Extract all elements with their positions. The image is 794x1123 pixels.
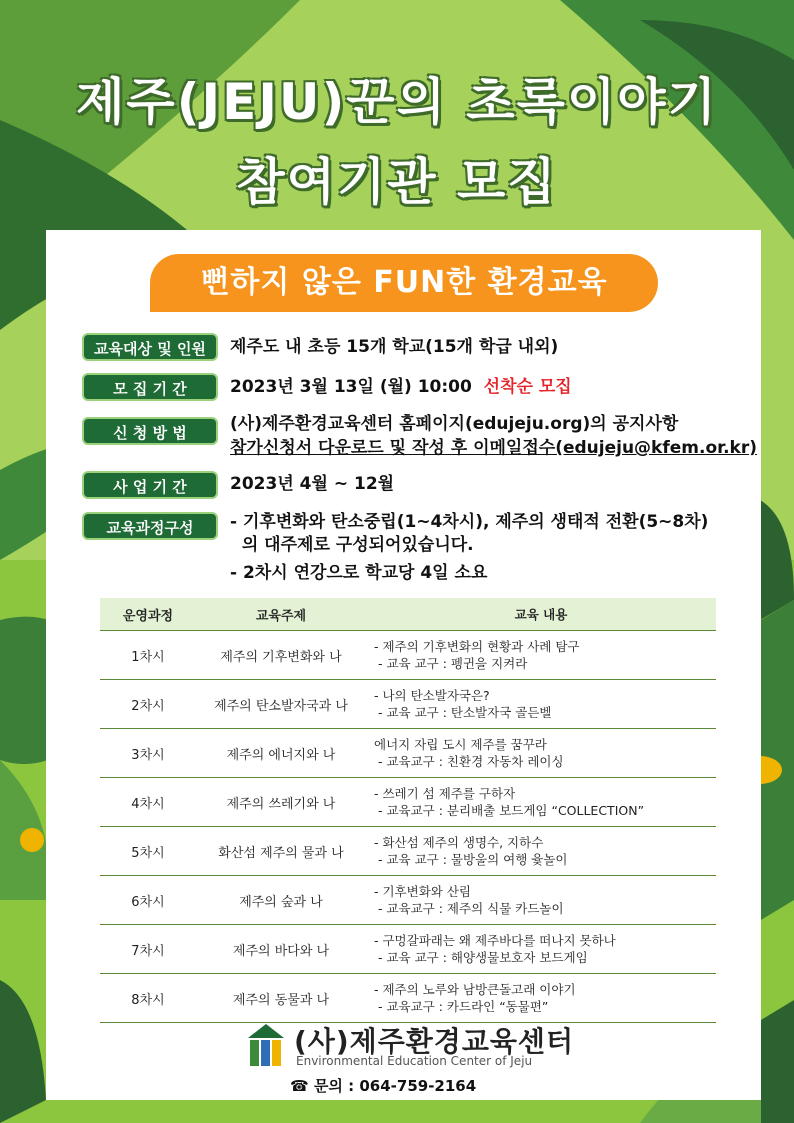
table-row (100, 630, 716, 679)
info-label-apply: 신 청 방 법 (82, 417, 218, 445)
row-content (366, 736, 716, 770)
info-label-target: 교육대상 및 인원 (82, 333, 218, 361)
page-title: 제주(JEJU)꾼의 초록이야기 (76, 73, 718, 131)
page-subtitle: 참여기관 모집 (236, 153, 558, 211)
row-content-line: - 제주의 노루와 남방큰돌고래 이야기 (374, 982, 576, 997)
row-topic: 화산섬 제주의 물과 나 (218, 845, 344, 861)
contact-text: 문의 : 064-759-2164 (313, 1077, 477, 1095)
info-value-apply-1: (사)제주환경교육센터 홈페이지(edujeju.org)의 공지사항 (230, 414, 679, 434)
table-row (100, 679, 716, 728)
row-content-line: - 나의 탄소발자국은? (374, 688, 490, 703)
row-content (366, 687, 716, 721)
row-topic: 제주의 바다와 나 (232, 943, 330, 959)
row-content-line: - 화산섬 제주의 생명수, 지하수 (374, 835, 544, 850)
row-content-line: - 교육 교구 : 펭귄을 지켜라 (374, 656, 528, 671)
table-row (100, 728, 716, 777)
org-logo-icon (246, 1022, 286, 1068)
row-session: 4차시 (131, 796, 165, 812)
recruit-date: 2023년 3월 13일 (월) 10:00 (230, 377, 472, 397)
header-topic: 교육주제 (255, 608, 307, 624)
org-logo (246, 1020, 576, 1070)
info-value-apply-2[interactable]: 참가신청서 다운로드 및 작성 후 이메일접수(edujeju@kfem.or.kr) (230, 438, 758, 458)
row-content (366, 785, 716, 819)
row-content-line: - 제주의 기후변화의 현황과 사례 탐구 (374, 639, 580, 654)
row-topic: 제주의 숲과 나 (239, 894, 323, 910)
org-name: (사)제주환경교육센터 (294, 1025, 575, 1058)
info-label-curriculum: 교육과정구성 (82, 512, 218, 540)
header-session: 운영과정 (122, 608, 174, 624)
info-value-curriculum-2: 의 대주제로 구성되어있습니다. (230, 535, 474, 555)
row-session: 1차시 (131, 649, 165, 665)
row-content (366, 883, 716, 917)
row-topic: 제주의 동물과 나 (232, 992, 330, 1008)
row-content (366, 834, 716, 868)
row-content-line: - 구멍갈파래는 왜 제주바다를 떠나지 못하나 (374, 933, 616, 948)
info-value-target: 제주도 내 초등 15개 학교(15개 학급 내외) (230, 337, 559, 357)
table-header (100, 598, 716, 630)
row-content-line: - 교육교구 : 친환경 자동차 레이싱 (374, 754, 564, 769)
row-content-line: - 교육교구 : 카드라인 “동물편” (374, 999, 549, 1014)
table-row (100, 777, 716, 826)
info-value-curriculum-1: - 기후변화와 탄소중립(1~4차시), 제주의 생태적 전환(5~8차) (230, 512, 709, 532)
row-content-line: - 기후변화와 산림 (374, 884, 471, 899)
row-content (366, 638, 716, 672)
row-topic: 제주의 탄소발자국과 나 (214, 698, 348, 714)
row-session: 2차시 (131, 698, 165, 714)
row-content-line: - 교육 교구 : 해양생물보호자 보드게임 (374, 950, 588, 965)
row-session: 8차시 (131, 992, 165, 1008)
row-content-line: - 쓰레기 섬 제주를 구하자 (374, 786, 516, 801)
table-row (100, 875, 716, 924)
row-topic: 제주의 에너지와 나 (226, 747, 336, 763)
header-content: 교육 내용 (514, 606, 568, 622)
row-content-line: - 교육교구 : 제주의 식물 카드놀이 (374, 901, 564, 916)
info-label-period: 모 집 기 간 (82, 373, 218, 401)
row-session: 5차시 (131, 845, 165, 861)
row-session: 3차시 (131, 747, 165, 763)
info-label-project: 사 업 기 간 (82, 471, 218, 499)
table-row (100, 973, 716, 1023)
org-english-name: Environmental Education Center of Jeju (296, 1054, 533, 1068)
info-value-project: 2023년 4월 ~ 12월 (230, 474, 395, 494)
schedule-table (100, 598, 716, 1023)
phone-icon: ☎ (290, 1077, 309, 1095)
contact-phone (290, 1075, 476, 1096)
info-value-curriculum-3: - 2차시 연강으로 학교당 4일 소요 (230, 563, 488, 583)
row-topic: 제주의 기후변화와 나 (220, 649, 342, 665)
info-value-period (230, 375, 572, 399)
row-session: 7차시 (131, 943, 165, 959)
row-content (366, 932, 716, 966)
row-content-line: - 교육 교구 : 탄소발자국 골든벨 (374, 705, 552, 720)
row-topic: 제주의 쓰레기와 나 (226, 796, 336, 812)
slogan-banner: 뻔하지 않은 FUN한 환경교육 (150, 254, 658, 312)
first-come-badge: 선착순 모집 (483, 377, 572, 397)
row-content (366, 981, 716, 1015)
row-content-line: 에너지 자립 도시 제주를 꿈꾸라 (374, 737, 547, 752)
row-content-line: - 교육 교구 : 물방울의 여행 윷놀이 (374, 852, 568, 867)
table-row (100, 924, 716, 973)
row-session: 6차시 (131, 894, 165, 910)
table-row (100, 826, 716, 875)
row-content-line: - 교육교구 : 분리배출 보드게임 “COLLECTION” (374, 803, 645, 818)
